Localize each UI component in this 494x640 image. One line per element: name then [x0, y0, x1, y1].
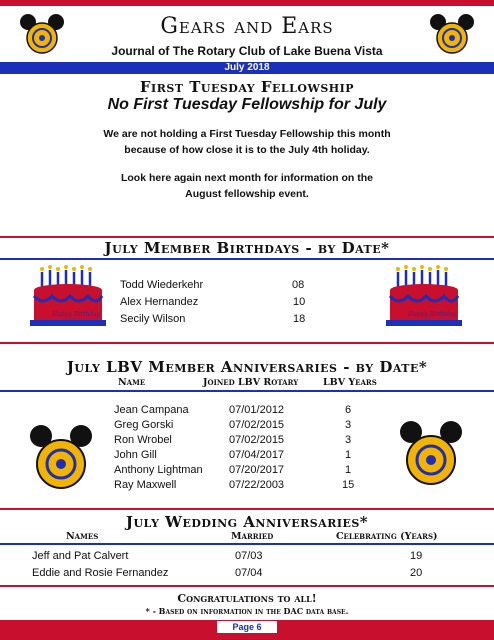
birthday-name: Alex Hernandez — [120, 296, 199, 308]
birthday-name: Todd Wiederkehr — [120, 279, 204, 291]
divider-blue — [0, 390, 494, 392]
anniv-name: Anthony Lightman — [114, 464, 203, 476]
wedding-years: 19 — [410, 550, 423, 562]
para2-line-2: August fellowship event. — [185, 188, 309, 200]
anniv-years: 6 — [345, 404, 352, 416]
birthday-day: 18 — [293, 313, 306, 325]
birthday-day: 10 — [293, 296, 306, 308]
cake-label-left: Happy Birthday — [52, 311, 101, 318]
wedding-names: Eddie and Rosie Fernandez — [32, 567, 169, 579]
congratulations-text: Congratulations to all! — [177, 592, 317, 605]
divider-blue — [0, 543, 494, 545]
para1-line-1: We are not holding a First Tuesday Fellowship this month — [103, 128, 391, 140]
fellowship-paragraph-1 — [60, 126, 434, 158]
anniv-name: Greg Gorski — [114, 419, 174, 431]
col-name: Name — [118, 377, 146, 388]
mickey-rotary-logo-mid-left — [30, 424, 92, 492]
fellowship-heading: First Tuesday Fellowship — [139, 78, 355, 96]
page-number: Page 6 — [217, 621, 277, 633]
para1-line-2: because of how close it is to the July 4th holiday. — [124, 144, 370, 156]
journal-name: Journal of The Rotary Club of Lake Buena Vista — [111, 44, 383, 58]
cake-label-right: Happy Birthday — [408, 311, 457, 318]
divider-red — [0, 342, 494, 344]
birthday-day: 08 — [292, 279, 305, 291]
anniv-years: 1 — [345, 464, 352, 476]
anniv-years: 3 — [345, 419, 352, 431]
weddings-heading: July Wedding Anniversaries* — [125, 513, 369, 531]
anniv-years: 1 — [345, 449, 352, 461]
masthead-title: Gears and Ears — [160, 14, 334, 39]
wedding-married: 07/04 — [235, 567, 263, 579]
col-celebrating: Celebrating (Years) — [336, 531, 438, 542]
anniv-joined: 07/02/2015 — [229, 434, 285, 446]
wedding-names: Jeff and Pat Calvert — [32, 550, 129, 562]
fellowship-subheading: No First Tuesday Fellowship for July — [107, 96, 387, 113]
anniv-years: 15 — [342, 479, 355, 491]
anniv-name: Jean Campana — [114, 404, 189, 416]
birthday-cake-icon-right — [384, 262, 464, 334]
col-names: Names — [66, 531, 99, 542]
anniv-name: John Gill — [114, 449, 157, 461]
anniv-joined: 07/01/2012 — [229, 404, 285, 416]
col-joined: Joined LBV Rotary — [203, 377, 299, 388]
anniversaries-heading: July LBV Member Anniversaries - by Date* — [66, 358, 428, 376]
divider-red — [0, 585, 494, 587]
col-years: LBV Years — [323, 377, 377, 388]
birthday-cake-icon-left — [28, 262, 108, 334]
anniv-years: 3 — [345, 434, 352, 446]
anniv-joined: 07/04/2017 — [229, 449, 285, 461]
wedding-married: 07/03 — [235, 550, 263, 562]
issue-date: July 2018 — [224, 62, 270, 73]
divider-red — [0, 236, 494, 238]
fellowship-paragraph-2 — [60, 170, 434, 202]
anniv-joined: 07/02/2015 — [229, 419, 285, 431]
col-married: Married — [231, 531, 274, 542]
anniv-name: Ron Wrobel — [114, 434, 172, 446]
wedding-years: 20 — [410, 567, 423, 579]
divider-red — [0, 508, 494, 510]
anniv-joined: 07/22/2003 — [229, 479, 285, 491]
mickey-rotary-logo-mid-right — [400, 420, 462, 488]
anniv-joined: 07/20/2017 — [229, 464, 285, 476]
anniv-name: Ray Maxwell — [114, 479, 177, 491]
issue-date-bar — [0, 62, 494, 74]
divider-blue — [0, 258, 494, 260]
birthdays-heading: July Member Birthdays - by Date* — [104, 239, 390, 257]
para2-line-1: Look here again next month for information on the — [120, 172, 373, 184]
top-red-bar — [0, 0, 494, 6]
birthday-name: Secily Wilson — [120, 313, 186, 325]
footnote: * - Based on information in the DAC data base. — [145, 606, 349, 616]
